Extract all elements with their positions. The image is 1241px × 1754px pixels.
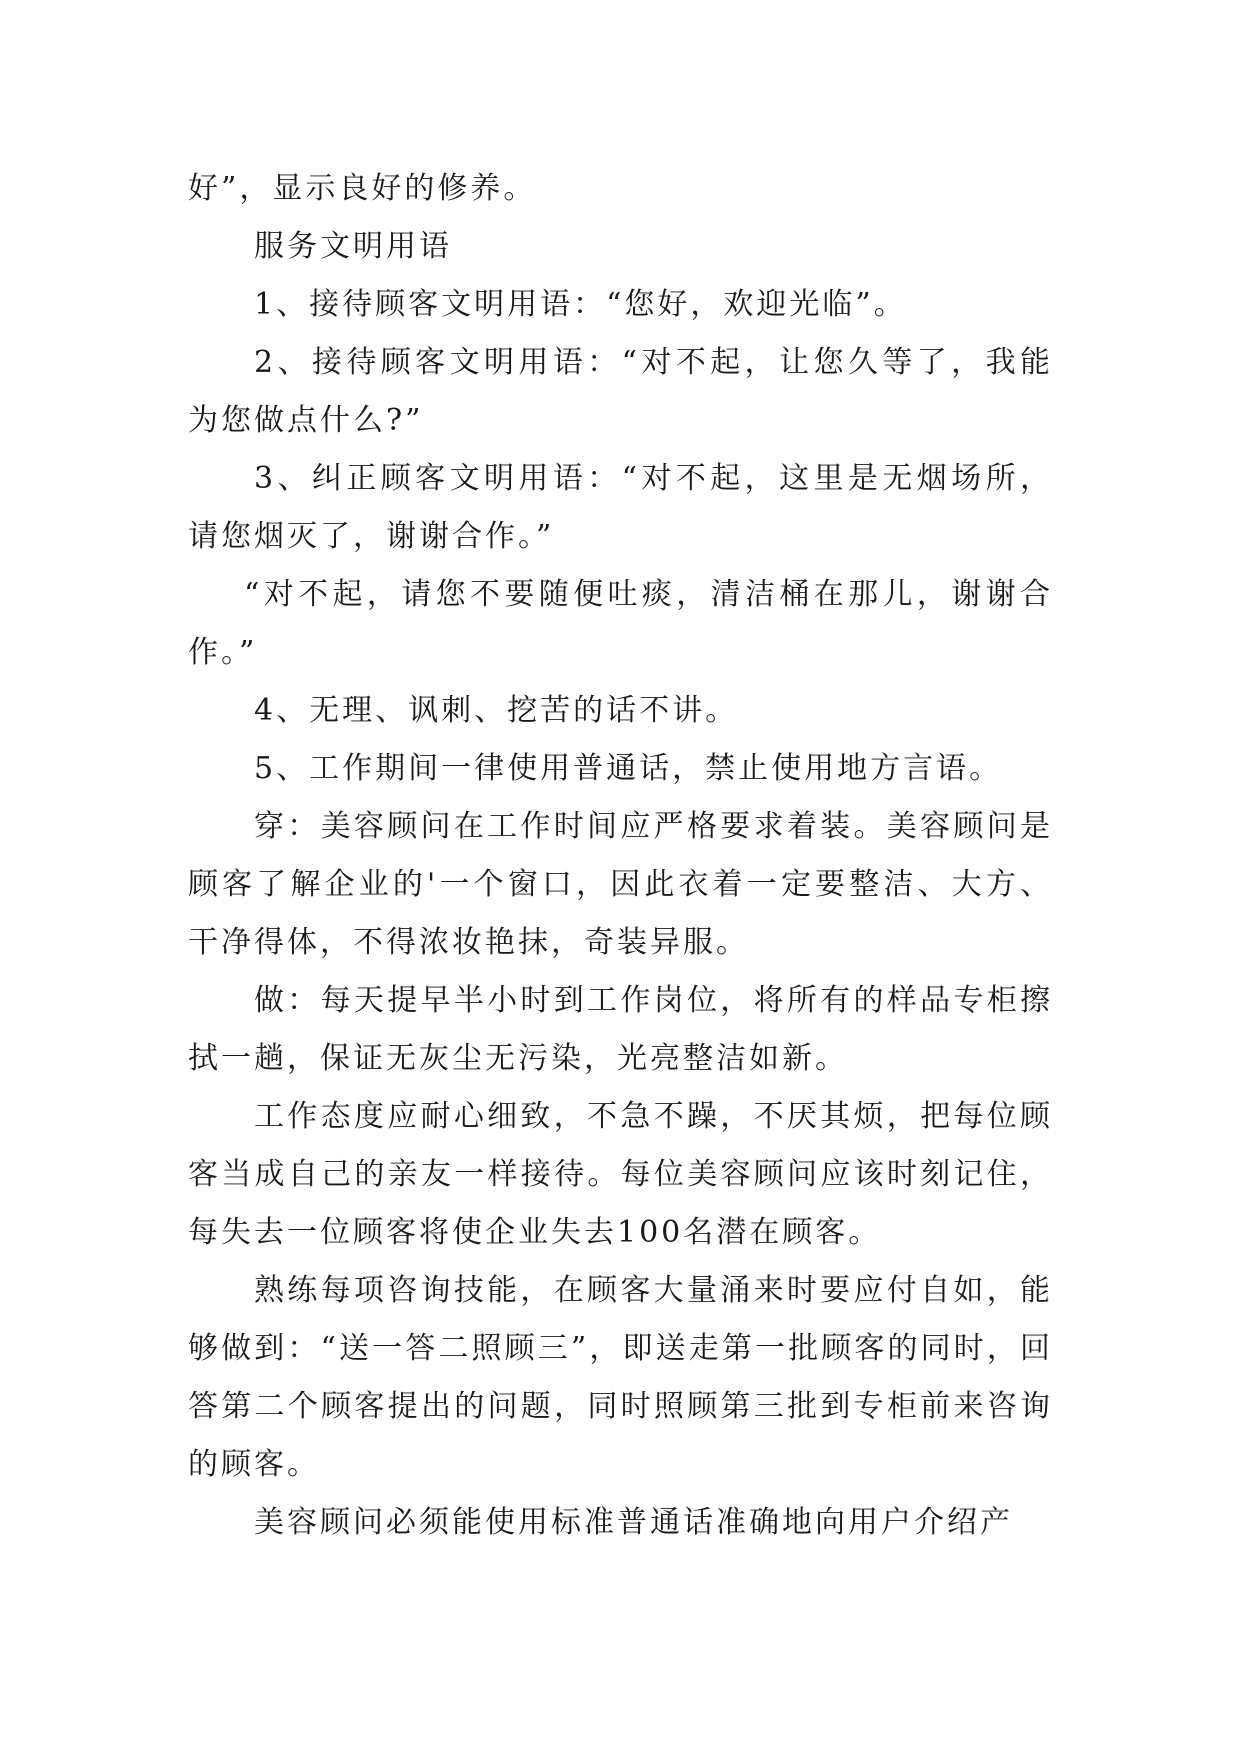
paragraph-quote: “对不起，请您不要随便吐痰，清洁桶在那儿，谢谢合作。” xyxy=(188,577,1053,670)
paragraph-dress: 穿：美容顾问在工作时间应严格要求着装。美容顾问是顾客了解企业的'一个窗口，因此衣着一定要整洁、大方、干净得体，不得浓妆艳抹，奇装异服。 xyxy=(188,809,1053,960)
paragraph-item-2: 2、接待顾客文明用语：“对不起，让您久等了，我能为您做点什么?” xyxy=(188,345,1053,438)
paragraph-item-3: 3、纠正顾客文明用语：“对不起，这里是无烟场所，请您烟灭了，谢谢合作。” xyxy=(188,461,1053,554)
paragraph-do: 做：每天提早半小时到工作岗位，将所有的样品专柜擦拭一趟，保证无灰尘无污染，光亮整洁如新。 xyxy=(188,983,1053,1076)
document-body xyxy=(188,160,1053,1552)
paragraph-item-4: 4、无理、讽刺、挖苦的话不讲。 xyxy=(254,693,739,728)
paragraph-mandarin: 美容顾问必须能使用标准普通话准确地向用户介绍产 xyxy=(254,1505,1013,1540)
paragraph-continuation: 好”，显示良好的修养。 xyxy=(188,171,537,206)
paragraph-attitude: 工作态度应耐心细致，不急不躁，不厌其烦，把每位顾客当成自己的亲友一样接待。每位美容顾问应该时刻记住，每失去一位顾客将使企业失去100名潜在顾客。 xyxy=(188,1099,1053,1250)
paragraph-item-1: 1、接待顾客文明用语：“您好，欢迎光临”。 xyxy=(254,287,907,322)
paragraph-item-5: 5、工作期间一律使用普通话，禁止使用地方言语。 xyxy=(254,751,1003,786)
paragraph-skills: 熟练每项咨询技能，在顾客大量涌来时要应付自如，能够做到：“送一答二照顾三”，即送走第一批顾客的同时，回答第二个顾客提出的问题，同时照顾第三批到专柜前来咨询的顾客。 xyxy=(188,1273,1053,1482)
section-heading: 服务文明用语 xyxy=(254,229,452,264)
